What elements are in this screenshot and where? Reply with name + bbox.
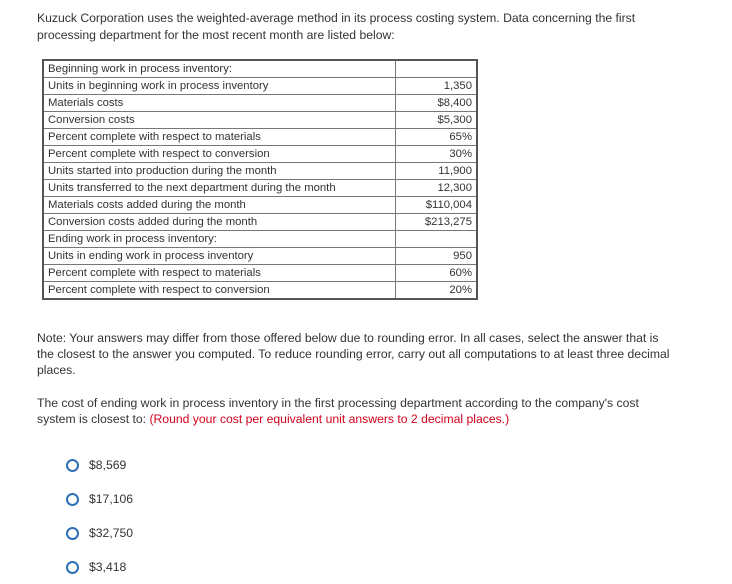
radio-icon[interactable] <box>66 561 79 574</box>
radio-icon[interactable] <box>66 459 79 472</box>
row-label: Units started into production during the month <box>43 163 396 180</box>
row-label: Conversion costs added during the month <box>43 214 396 231</box>
row-value: 30% <box>396 146 478 163</box>
row-label: Percent complete with respect to conversion <box>43 282 396 300</box>
table-row <box>43 265 477 282</box>
table-row <box>43 129 477 146</box>
row-label: Percent complete with respect to materials <box>43 129 396 146</box>
table-row <box>43 95 477 112</box>
row-value: $213,275 <box>396 214 478 231</box>
row-value: 1,350 <box>396 78 478 95</box>
row-label: Units in beginning work in process inventory <box>43 78 396 95</box>
answer-option-3[interactable] <box>66 516 133 550</box>
row-value: 950 <box>396 248 478 265</box>
table-row <box>43 146 477 163</box>
table-row <box>43 112 477 129</box>
option-label[interactable]: $32,750 <box>89 526 134 540</box>
row-label: Materials costs <box>43 95 396 112</box>
row-label: Percent complete with respect to materials <box>43 265 396 282</box>
row-value: 60% <box>396 265 478 282</box>
row-value: 11,900 <box>396 163 478 180</box>
intro-text: Kuzuck Corporation uses the weighted-average method in its process costing system. Data concerning the first processing department for the most recent month are listed below: <box>37 11 636 42</box>
table-row <box>43 282 477 300</box>
answer-option-1[interactable] <box>66 448 133 482</box>
row-value: $5,300 <box>396 112 478 129</box>
answer-options <box>66 448 133 584</box>
row-label: Percent complete with respect to conversion <box>43 146 396 163</box>
answer-option-4[interactable] <box>66 550 133 584</box>
question-text <box>37 395 677 427</box>
row-label: Units in ending work in process inventory <box>43 248 396 265</box>
question-prompt: The cost of ending work in process inventory in the first processing department according to the company's cost system is closest to: <box>37 396 639 426</box>
option-label[interactable]: $8,569 <box>89 458 127 472</box>
answer-option-2[interactable] <box>66 482 133 516</box>
row-value: 65% <box>396 129 478 146</box>
radio-icon[interactable] <box>66 493 79 506</box>
row-label: Materials costs added during the month <box>43 197 396 214</box>
row-label: Beginning work in process inventory: <box>43 60 396 78</box>
table-row <box>43 78 477 95</box>
rounding-note: Note: Your answers may differ from those offered below due to rounding error. In all cases, select the answer that is the closest to the answer you computed. To reduce rounding error, carry out all computations to at least three decimal places. <box>37 331 670 377</box>
table-row <box>43 248 477 265</box>
row-value <box>396 231 478 248</box>
row-value: $8,400 <box>396 95 478 112</box>
table-row <box>43 60 477 78</box>
row-value <box>396 60 478 78</box>
table-row <box>43 197 477 214</box>
table-row <box>43 163 477 180</box>
radio-icon[interactable] <box>66 527 79 540</box>
row-value: 20% <box>396 282 478 300</box>
option-label[interactable]: $3,418 <box>89 560 127 574</box>
table-row <box>43 231 477 248</box>
row-label: Ending work in process inventory: <box>43 231 396 248</box>
row-label: Units transferred to the next department during the month <box>43 180 396 197</box>
row-value: $110,004 <box>396 197 478 214</box>
table-row <box>43 214 477 231</box>
table-row <box>43 180 477 197</box>
data-table <box>42 59 478 300</box>
row-label: Conversion costs <box>43 112 396 129</box>
option-label[interactable]: $17,106 <box>89 492 134 506</box>
rounding-hint: (Round your cost per equivalent unit answers to 2 decimal places.) <box>149 412 510 426</box>
row-value: 12,300 <box>396 180 478 197</box>
